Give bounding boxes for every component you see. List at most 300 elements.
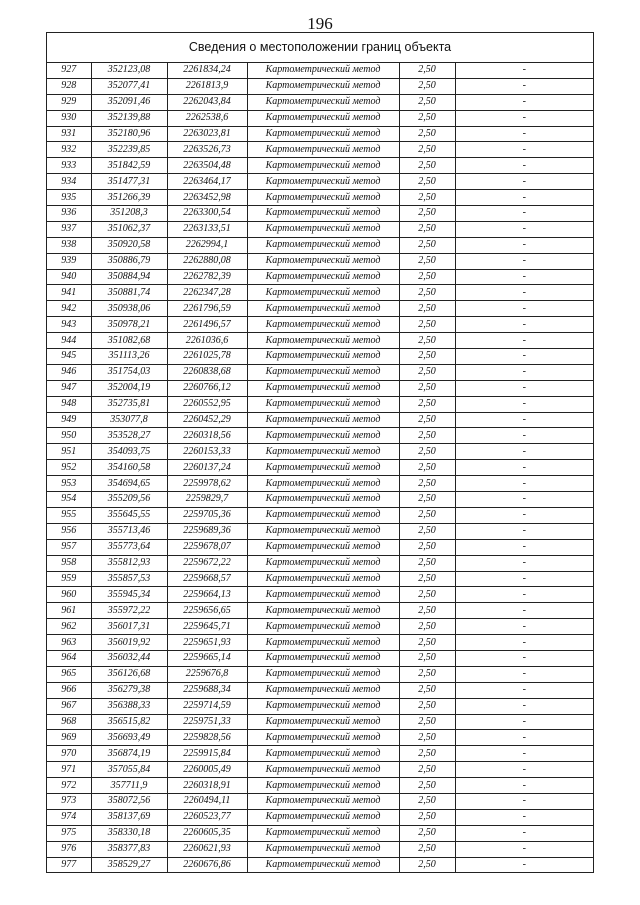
method-cell: Картометрический метод — [247, 460, 399, 476]
y-coordinate-cell: 2259688,34 — [167, 682, 247, 698]
accuracy-cell: 2,50 — [399, 142, 455, 158]
x-coordinate-cell: 355945,34 — [91, 587, 167, 603]
method-cell: Картометрический метод — [247, 809, 399, 825]
table-row — [47, 571, 593, 587]
table-row — [47, 237, 593, 253]
accuracy-cell: 2,50 — [399, 317, 455, 333]
x-coordinate-cell: 352077,41 — [91, 78, 167, 94]
accuracy-cell: 2,50 — [399, 444, 455, 460]
point-number-cell: 943 — [47, 317, 91, 333]
method-cell: Картометрический метод — [247, 444, 399, 460]
point-number-cell: 932 — [47, 142, 91, 158]
accuracy-cell: 2,50 — [399, 523, 455, 539]
accuracy-cell: 2,50 — [399, 190, 455, 206]
x-coordinate-cell: 353528,27 — [91, 428, 167, 444]
point-number-cell: 969 — [47, 730, 91, 746]
table-row — [47, 714, 593, 730]
accuracy-cell: 2,50 — [399, 380, 455, 396]
y-coordinate-cell: 2260766,12 — [167, 380, 247, 396]
x-coordinate-cell: 350978,21 — [91, 317, 167, 333]
table-row — [47, 809, 593, 825]
x-coordinate-cell: 356032,44 — [91, 650, 167, 666]
y-coordinate-cell: 2263464,17 — [167, 174, 247, 190]
x-coordinate-cell: 352004,19 — [91, 380, 167, 396]
x-coordinate-cell: 355209,56 — [91, 492, 167, 508]
method-cell: Картометрический метод — [247, 174, 399, 190]
y-coordinate-cell: 2259664,13 — [167, 587, 247, 603]
method-cell: Картометрический метод — [247, 142, 399, 158]
x-coordinate-cell: 352735,81 — [91, 396, 167, 412]
y-coordinate-cell: 2260153,33 — [167, 444, 247, 460]
point-number-cell: 954 — [47, 492, 91, 508]
coordinates-table — [47, 63, 593, 872]
note-cell: - — [455, 714, 593, 730]
method-cell: Картометрический метод — [247, 301, 399, 317]
table-row — [47, 555, 593, 571]
note-cell: - — [455, 809, 593, 825]
accuracy-cell: 2,50 — [399, 476, 455, 492]
point-number-cell: 933 — [47, 158, 91, 174]
accuracy-cell: 2,50 — [399, 174, 455, 190]
y-coordinate-cell: 2261496,57 — [167, 317, 247, 333]
note-cell: - — [455, 190, 593, 206]
table-row — [47, 428, 593, 444]
point-number-cell: 945 — [47, 349, 91, 365]
table-row — [47, 206, 593, 222]
note-cell: - — [455, 793, 593, 809]
method-cell: Картометрический метод — [247, 857, 399, 872]
y-coordinate-cell: 2262347,28 — [167, 285, 247, 301]
y-coordinate-cell: 2260494,11 — [167, 793, 247, 809]
table-row — [47, 253, 593, 269]
method-cell: Картометрический метод — [247, 539, 399, 555]
method-cell: Картометрический метод — [247, 778, 399, 794]
x-coordinate-cell: 356388,33 — [91, 698, 167, 714]
table-row — [47, 825, 593, 841]
table-row — [47, 698, 593, 714]
table-row — [47, 94, 593, 110]
point-number-cell: 942 — [47, 301, 91, 317]
x-coordinate-cell: 354694,65 — [91, 476, 167, 492]
table-row — [47, 778, 593, 794]
point-number-cell: 970 — [47, 746, 91, 762]
table-row — [47, 63, 593, 78]
point-number-cell: 941 — [47, 285, 91, 301]
method-cell: Картометрический метод — [247, 793, 399, 809]
x-coordinate-cell: 350884,94 — [91, 269, 167, 285]
note-cell: - — [455, 126, 593, 142]
table-row — [47, 841, 593, 857]
x-coordinate-cell: 351062,37 — [91, 221, 167, 237]
x-coordinate-cell: 358330,18 — [91, 825, 167, 841]
note-cell: - — [455, 825, 593, 841]
point-number-cell: 975 — [47, 825, 91, 841]
note-cell: - — [522, 858, 526, 870]
table-row — [47, 539, 593, 555]
accuracy-cell: 2,50 — [399, 110, 455, 126]
note-cell: - — [455, 396, 593, 412]
x-coordinate-cell: 353077,8 — [91, 412, 167, 428]
table-row — [47, 444, 593, 460]
x-coordinate-cell: 351842,59 — [91, 158, 167, 174]
note-cell: - — [455, 460, 593, 476]
table-caption: Сведения о местоположении границ объекта — [47, 33, 593, 63]
point-number-cell: 928 — [47, 78, 91, 94]
method-cell: Картометрический метод — [247, 746, 399, 762]
note-cell: - — [455, 206, 593, 222]
page-number: 196 — [307, 14, 333, 33]
x-coordinate-cell: 352091,46 — [91, 94, 167, 110]
y-coordinate-cell: 2260523,77 — [167, 809, 247, 825]
x-coordinate-cell: 351113,26 — [91, 349, 167, 365]
point-number-cell: 951 — [47, 444, 91, 460]
note-cell: - — [455, 412, 593, 428]
point-number-cell: 950 — [47, 428, 91, 444]
x-coordinate-cell: 355713,46 — [91, 523, 167, 539]
accuracy-cell: 2,50 — [399, 841, 455, 857]
note-cell: - — [455, 635, 593, 651]
note-cell: - — [455, 380, 593, 396]
table-row — [47, 142, 593, 158]
y-coordinate-cell: 2263133,51 — [167, 221, 247, 237]
method-cell: Картометрический метод — [247, 110, 399, 126]
table-row — [47, 666, 593, 682]
method-cell: Картометрический метод — [247, 523, 399, 539]
y-coordinate-cell: 2261834,24 — [167, 63, 247, 78]
note-cell: - — [455, 78, 593, 94]
x-coordinate-cell: 358377,83 — [91, 841, 167, 857]
method-cell: Картометрический метод — [247, 428, 399, 444]
point-number-cell: 935 — [47, 190, 91, 206]
accuracy-cell: 2,50 — [399, 94, 455, 110]
x-coordinate-cell: 355812,93 — [91, 555, 167, 571]
y-coordinate-cell: 2262538,6 — [167, 110, 247, 126]
table-row — [47, 730, 593, 746]
y-coordinate-cell: 2263504,48 — [167, 158, 247, 174]
table-row — [47, 682, 593, 698]
point-number-cell: 966 — [47, 682, 91, 698]
note-cell: - — [455, 317, 593, 333]
x-coordinate-cell: 356126,68 — [91, 666, 167, 682]
point-number-cell: 968 — [47, 714, 91, 730]
accuracy-cell: 2,50 — [399, 809, 455, 825]
note-cell: - — [455, 110, 593, 126]
method-cell: Картометрический метод — [247, 206, 399, 222]
table-row — [47, 333, 593, 349]
point-number-cell: 949 — [47, 412, 91, 428]
point-number-cell: 972 — [47, 778, 91, 794]
accuracy-cell: 2,50 — [399, 396, 455, 412]
x-coordinate-cell: 351754,03 — [91, 364, 167, 380]
note-cell: - — [455, 94, 593, 110]
method-cell: Картометрический метод — [247, 317, 399, 333]
note-cell: - — [455, 158, 593, 174]
accuracy-cell: 2,50 — [399, 285, 455, 301]
point-number-cell: 929 — [47, 94, 91, 110]
method-cell: Картометрический метод — [247, 587, 399, 603]
accuracy-cell: 2,50 — [399, 301, 455, 317]
table-row — [47, 412, 593, 428]
accuracy-cell: 2,50 — [399, 158, 455, 174]
note-cell: - — [455, 746, 593, 762]
accuracy-cell: 2,50 — [399, 619, 455, 635]
table-row — [47, 126, 593, 142]
y-coordinate-cell: 2261025,78 — [167, 349, 247, 365]
point-number-cell: 977 — [47, 857, 91, 872]
point-number-cell: 961 — [47, 603, 91, 619]
x-coordinate-cell: 354160,58 — [91, 460, 167, 476]
method-cell: Картометрический метод — [247, 94, 399, 110]
y-coordinate-cell: 2263300,54 — [167, 206, 247, 222]
y-coordinate-cell: 2260005,49 — [167, 762, 247, 778]
note-cell: - — [455, 650, 593, 666]
x-coordinate-cell: 351266,39 — [91, 190, 167, 206]
accuracy-cell: 2,50 — [399, 666, 455, 682]
point-number-cell: 959 — [47, 571, 91, 587]
x-coordinate-cell: 357055,84 — [91, 762, 167, 778]
note-cell: - — [455, 730, 593, 746]
method-cell: Картометрический метод — [247, 158, 399, 174]
table-row — [47, 380, 593, 396]
accuracy-cell: 2,50 — [399, 682, 455, 698]
boundary-table-sheet — [46, 32, 594, 873]
note-cell: - — [455, 555, 593, 571]
point-number-cell: 957 — [47, 539, 91, 555]
note-cell: - — [455, 301, 593, 317]
x-coordinate-cell: 350886,79 — [91, 253, 167, 269]
x-coordinate-cell: 356693,49 — [91, 730, 167, 746]
method-cell: Картометрический метод — [247, 730, 399, 746]
table-row — [47, 746, 593, 762]
point-number-cell: 958 — [47, 555, 91, 571]
note-cell: - — [455, 492, 593, 508]
y-coordinate-cell: 2260552,95 — [167, 396, 247, 412]
x-coordinate-cell: 358137,69 — [91, 809, 167, 825]
note-cell: - — [455, 762, 593, 778]
table-row — [47, 793, 593, 809]
y-coordinate-cell: 2259689,36 — [167, 523, 247, 539]
method-cell: Картометрический метод — [247, 650, 399, 666]
table-row — [47, 364, 593, 380]
y-coordinate-cell: 2260676,86 — [167, 857, 247, 872]
y-coordinate-cell: 2261036,6 — [167, 333, 247, 349]
method-cell: Картометрический метод — [247, 555, 399, 571]
table-row — [47, 603, 593, 619]
point-number-cell: 955 — [47, 507, 91, 523]
accuracy-cell: 2,50 — [399, 253, 455, 269]
method-cell: Картометрический метод — [247, 126, 399, 142]
x-coordinate-cell: 356874,19 — [91, 746, 167, 762]
note-cell: - — [455, 603, 593, 619]
point-number-cell: 962 — [47, 619, 91, 635]
point-number-cell: 967 — [47, 698, 91, 714]
note-cell: - — [455, 523, 593, 539]
point-number-cell: 946 — [47, 364, 91, 380]
note-cell: - — [455, 698, 593, 714]
note-cell: - — [455, 476, 593, 492]
point-number-cell: 947 — [47, 380, 91, 396]
note-cell: - — [455, 507, 593, 523]
table-row — [47, 110, 593, 126]
table-row — [47, 635, 593, 651]
method-cell: Картометрический метод — [247, 682, 399, 698]
x-coordinate-cell: 351477,31 — [91, 174, 167, 190]
accuracy-cell: 2,50 — [399, 412, 455, 428]
accuracy-cell: 2,50 — [399, 428, 455, 444]
y-coordinate-cell: 2259656,65 — [167, 603, 247, 619]
accuracy-cell: 2,50 — [399, 587, 455, 603]
table-row — [47, 269, 593, 285]
y-coordinate-cell: 2259978,62 — [167, 476, 247, 492]
point-number-cell: 963 — [47, 635, 91, 651]
y-coordinate-cell: 2260605,35 — [167, 825, 247, 841]
x-coordinate-cell: 352239,85 — [91, 142, 167, 158]
y-coordinate-cell: 2259678,07 — [167, 539, 247, 555]
method-cell: Картометрический метод — [247, 698, 399, 714]
accuracy-cell: 2,50 — [399, 78, 455, 94]
accuracy-cell: 2,50 — [399, 603, 455, 619]
table-row — [47, 619, 593, 635]
point-number-cell: 948 — [47, 396, 91, 412]
table-row — [47, 190, 593, 206]
note-cell: - — [455, 841, 593, 857]
point-number-cell: 974 — [47, 809, 91, 825]
accuracy-cell: 2,50 — [399, 635, 455, 651]
x-coordinate-cell: 350938,06 — [91, 301, 167, 317]
y-coordinate-cell: 2260621,93 — [167, 841, 247, 857]
accuracy-cell: 2,50 — [399, 778, 455, 794]
y-coordinate-cell: 2259651,93 — [167, 635, 247, 651]
point-number-cell: 927 — [47, 63, 91, 78]
table-row — [47, 396, 593, 412]
accuracy-cell: 2,50 — [399, 269, 455, 285]
method-cell: Картометрический метод — [247, 237, 399, 253]
method-cell: Картометрический метод — [247, 396, 399, 412]
method-cell: Картометрический метод — [247, 412, 399, 428]
coordinates-table-body — [47, 63, 593, 872]
method-cell: Картометрический метод — [247, 666, 399, 682]
accuracy-cell: 2,50 — [399, 762, 455, 778]
accuracy-cell: 2,50 — [399, 555, 455, 571]
y-coordinate-cell: 2262880,08 — [167, 253, 247, 269]
note-cell: - — [455, 237, 593, 253]
accuracy-cell: 2,50 — [399, 650, 455, 666]
y-coordinate-cell: 2259668,57 — [167, 571, 247, 587]
point-number-cell: 956 — [47, 523, 91, 539]
table-row — [47, 174, 593, 190]
y-coordinate-cell: 2260318,91 — [167, 778, 247, 794]
accuracy-cell: 2,50 — [399, 63, 455, 78]
y-coordinate-cell: 2263526,73 — [167, 142, 247, 158]
point-number-cell: 976 — [47, 841, 91, 857]
x-coordinate-cell: 350881,74 — [91, 285, 167, 301]
note-cell: - — [455, 253, 593, 269]
table-row — [47, 857, 593, 872]
x-coordinate-cell: 355645,55 — [91, 507, 167, 523]
y-coordinate-cell: 2263023,81 — [167, 126, 247, 142]
accuracy-cell: 2,50 — [399, 730, 455, 746]
x-coordinate-cell: 350920,58 — [91, 237, 167, 253]
table-row — [47, 158, 593, 174]
x-coordinate-cell: 354093,75 — [91, 444, 167, 460]
method-cell: Картометрический метод — [247, 380, 399, 396]
point-number-cell: 960 — [47, 587, 91, 603]
method-cell: Картометрический метод — [247, 762, 399, 778]
x-coordinate-cell: 356017,31 — [91, 619, 167, 635]
point-number-cell: 931 — [47, 126, 91, 142]
accuracy-cell: 2,50 — [399, 793, 455, 809]
y-coordinate-cell: 2260838,68 — [167, 364, 247, 380]
table-row — [47, 78, 593, 94]
note-cell: - — [455, 619, 593, 635]
note-cell: - — [455, 364, 593, 380]
y-coordinate-cell: 2259829,7 — [167, 492, 247, 508]
method-cell: Картометрический метод — [247, 571, 399, 587]
x-coordinate-cell: 358529,27 — [91, 857, 167, 872]
method-cell: Картометрический метод — [247, 333, 399, 349]
table-row — [47, 507, 593, 523]
table-row — [47, 587, 593, 603]
note-cell: - — [455, 221, 593, 237]
point-number-cell: 952 — [47, 460, 91, 476]
method-cell: Картометрический метод — [247, 221, 399, 237]
table-row — [47, 523, 593, 539]
accuracy-cell: 2,50 — [399, 746, 455, 762]
point-number-cell: 965 — [47, 666, 91, 682]
point-number-cell: 944 — [47, 333, 91, 349]
method-cell: Картометрический метод — [247, 476, 399, 492]
x-coordinate-cell: 358072,56 — [91, 793, 167, 809]
note-cell: - — [455, 349, 593, 365]
table-row — [47, 762, 593, 778]
table-row — [47, 650, 593, 666]
method-cell: Картометрический метод — [247, 825, 399, 841]
x-coordinate-cell: 355773,64 — [91, 539, 167, 555]
accuracy-cell: 2,50 — [399, 333, 455, 349]
x-coordinate-cell: 355857,53 — [91, 571, 167, 587]
note-cell: - — [455, 428, 593, 444]
accuracy-cell: 2,50 — [399, 206, 455, 222]
point-number-cell: 939 — [47, 253, 91, 269]
point-number-cell: 930 — [47, 110, 91, 126]
x-coordinate-cell: 352139,88 — [91, 110, 167, 126]
point-number-cell: 934 — [47, 174, 91, 190]
x-coordinate-cell: 351208,3 — [91, 206, 167, 222]
accuracy-cell: 2,50 — [399, 364, 455, 380]
note-cell: - — [455, 63, 593, 78]
x-coordinate-cell: 355972,22 — [91, 603, 167, 619]
table-row — [47, 460, 593, 476]
method-cell: Картометрический метод — [247, 841, 399, 857]
method-cell: Картометрический метод — [247, 78, 399, 94]
point-number-cell: 936 — [47, 206, 91, 222]
note-cell: - — [455, 682, 593, 698]
point-number-cell: 940 — [47, 269, 91, 285]
method-cell: Картометрический метод — [247, 492, 399, 508]
y-coordinate-cell: 2262782,39 — [167, 269, 247, 285]
y-coordinate-cell: 2261796,59 — [167, 301, 247, 317]
y-coordinate-cell: 2259665,14 — [167, 650, 247, 666]
accuracy-cell: 2,50 — [399, 857, 455, 872]
x-coordinate-cell: 352123,08 — [91, 63, 167, 78]
table-row — [47, 476, 593, 492]
method-cell: Картометрический метод — [247, 714, 399, 730]
accuracy-cell: 2,50 — [399, 539, 455, 555]
y-coordinate-cell: 2259672,22 — [167, 555, 247, 571]
y-coordinate-cell: 2259676,8 — [167, 666, 247, 682]
method-cell: Картометрический метод — [247, 507, 399, 523]
table-row — [47, 492, 593, 508]
